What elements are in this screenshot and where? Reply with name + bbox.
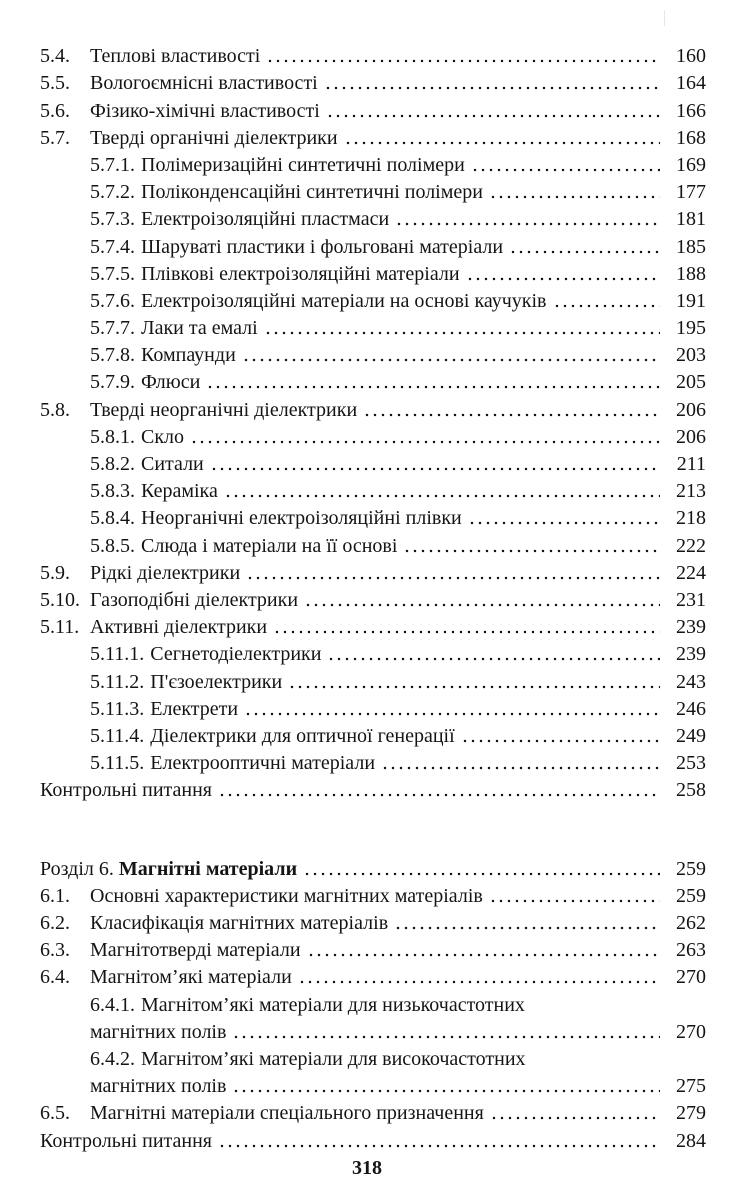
entry-number: 5.8. [40,398,70,421]
entry-title: Тверді органічні діелектрики [90,126,338,149]
page-number: 222 [676,534,706,557]
entry-title: Магнітом’які матеріали [90,966,292,989]
entry-number: 5.11.3. [90,697,145,720]
toc-entry[interactable] [40,313,706,340]
toc-entry-6-4-1-line2[interactable] [40,1017,706,1044]
chapter-6-title [40,858,297,881]
entry-number: 5.8.5. [90,534,135,557]
entry-title-line1: Магнітом’які матеріали для низькочастотних [141,993,525,1016]
leader-dots [471,168,660,172]
leader-dots [489,899,660,903]
toc-entry[interactable] [40,558,706,585]
toc-entry[interactable] [40,150,706,177]
entry-number: 5.7.6. [90,289,135,312]
leader-dots [242,358,660,362]
entry-number: 5.8.3. [90,480,135,503]
page-number: 181 [676,208,706,231]
entry-title-line1: Магнітом’які матеріали для високочастотних [141,1047,526,1070]
leader-dots [509,250,660,254]
toc-entry[interactable] [40,530,706,557]
leader-dots [232,1089,660,1093]
chapter-gap [40,802,706,826]
entry-title: Кераміка [141,480,218,503]
toc-entry[interactable] [40,95,706,122]
toc-entry[interactable] [40,748,706,775]
chapter-prefix: Розділ 6. [40,857,114,880]
entry-number: 6.1. [40,884,70,907]
toc-entry[interactable] [40,259,706,286]
leader-dots [326,114,660,118]
chapter-gap-line [40,826,706,853]
entry-title: Класифікація магнітних матеріалів [90,912,389,934]
entry-title: Контрольні питання [40,1129,213,1152]
toc-entry[interactable] [40,585,706,612]
entry-title: Флюси [141,371,201,394]
leader-dots [466,277,660,281]
entry-number: 5.7.4. [90,235,135,258]
entry-title: Теплові властивості [90,45,261,68]
toc-entry[interactable] [40,476,706,503]
toc-entry[interactable] [40,503,706,530]
page-number: 166 [676,99,706,122]
toc-entry[interactable] [40,340,706,367]
page-footer-number: 318 [352,1157,382,1179]
entry-number: 5.7.1. [90,153,135,176]
page-number: 205 [676,371,706,394]
leader-dots [288,685,660,689]
chapter-6-heading[interactable] [40,853,706,880]
entry-title: Контрольні питання [40,779,213,802]
page-number: 259 [676,857,706,880]
page-number: 218 [676,507,706,530]
leader-dots [232,1035,660,1039]
toc-entry[interactable] [40,204,706,231]
entry-title: Газоподібні діелектрики [90,588,299,611]
entry-title: Ситали [141,453,204,475]
toc-entry-6-5[interactable] [40,1098,706,1125]
toc-entry[interactable] [40,935,706,962]
entry-title: Неорганічні електроізоляційні плівки [141,507,462,530]
entry-title: Фізико-хімічні властивості [90,99,320,122]
page-number: 185 [676,235,706,258]
leader-dots [218,1144,660,1148]
leader-dots [218,793,660,797]
entry-number: 5.8.2. [90,453,135,475]
toc-entry[interactable] [40,177,706,204]
toc-entry[interactable] [40,286,706,313]
page-number: 243 [676,670,706,693]
page-number: 164 [676,72,706,95]
leader-dots [395,222,660,226]
entry-number: 5.8.4. [90,507,135,530]
entry-title: Електрооптичні матеріали [150,752,376,775]
chapter-name: Магнітні матеріали [118,857,298,880]
page-number: 239 [676,616,706,639]
entry-number: 6.5. [40,1102,70,1125]
entry-number: 5.8.1. [90,425,135,448]
entry-title: Магнітні матеріали спеціального призначення [90,1102,484,1125]
entry-title-line2: магнітних полів [90,1075,227,1098]
toc-entry-6-4-2-line1[interactable] [40,1044,706,1071]
entry-number: 6.4. [40,966,70,989]
entry-title: Електроізоляційні пластмаси [141,208,390,231]
entry-title: Компаунди [141,344,236,367]
entry-title: Шаруваті пластики і фольговані матеріали [141,235,504,258]
chapter-6-entries [40,881,706,990]
leader-dots [266,59,660,63]
toc-entry[interactable] [40,612,706,639]
entry-title: Електроізоляційні матеріали на основі каучуків [141,289,547,312]
toc-entry[interactable] [40,449,706,476]
page-number: 224 [676,561,706,584]
toc-entry[interactable] [40,231,706,258]
page-number: 213 [676,480,706,503]
entry-number: 6.3. [40,939,70,962]
leader-dots [246,576,660,580]
entry-number: 5.9. [40,561,70,584]
toc-entry[interactable] [40,908,706,935]
entry-number: 5.11.4. [90,724,145,747]
entry-number: 5.7.8. [90,344,135,367]
page-number: 246 [676,697,706,720]
entry-title: Лаки та емалі [141,317,258,340]
entry-title-line2: магнітних полів [90,1020,227,1043]
page-number: 191 [676,289,706,312]
leader-dots [490,1116,660,1120]
leader-dots [468,521,660,525]
toc-entry[interactable] [40,41,706,68]
page-number: 263 [676,939,706,962]
entry-title: Вологоємнісні властивості [90,72,318,95]
entry-number: 6.2. [40,912,70,934]
leader-dots [489,195,660,199]
toc-entry[interactable] [40,68,706,95]
table-of-contents [40,41,706,1153]
page-number: 253 [676,752,706,775]
leader-dots [304,603,660,607]
toc-entry[interactable] [40,694,706,721]
leader-dots [553,304,661,308]
leader-dots [303,872,660,876]
leader-dots [461,739,660,743]
page-number: 203 [676,344,706,367]
leader-dots [394,926,660,930]
entry-title: П'єзоелектрики [150,670,283,693]
entry-number: 5.5. [40,72,70,95]
leader-dots [264,331,660,335]
entry-title: Тверді неорганічні діелектрики [90,398,358,421]
entry-title: Скло [141,425,185,448]
entry-number: 5.7.9. [90,371,135,394]
entry-number: 5.11. [40,616,80,639]
entry-number: 5.7.7. [90,317,135,340]
page-number: 188 [676,262,706,285]
leader-dots [190,440,660,444]
leader-dots [381,766,660,770]
entry-number: 5.4. [40,45,70,68]
entry-number: 5.11.1. [90,643,145,666]
toc-entry[interactable] [40,367,706,394]
page-number: 195 [676,317,706,340]
toc-entry[interactable] [40,639,706,666]
leader-dots [327,657,660,661]
entry-number: 5.7.2. [90,181,135,204]
toc-entry-6-4-2-line2[interactable] [40,1071,706,1098]
leader-dots [363,413,660,417]
toc-entry[interactable] [40,123,706,150]
page-number: 262 [676,912,706,934]
leader-dots [298,980,660,984]
toc-entry[interactable] [40,422,706,449]
entry-title: Плівкові електроізоляційні матеріали [141,262,460,285]
section-5-entries [40,41,706,802]
entry-number: 5.7.5. [90,262,135,285]
entry-number: 5.10. [40,588,80,611]
entry-title: Магнітотверді матеріали [90,939,301,962]
page-number: 258 [676,779,706,802]
entry-title: Полімеризаційні синтетичні полімери [141,153,465,176]
toc-entry[interactable] [40,721,706,748]
page-number: 279 [676,1102,706,1125]
entry-number: 5.7.3. [90,208,135,231]
toc-entry[interactable] [40,666,706,693]
toc-entry[interactable] [40,962,706,989]
page-number: 231 [676,588,706,611]
leader-dots [273,630,660,634]
entry-title: Сегнетодіелектрики [150,643,322,666]
toc-entry[interactable] [40,775,706,802]
toc-entry[interactable] [40,881,706,908]
toc-entry-6-4-1-line1[interactable] [40,989,706,1016]
entry-title: Поліконденсаційні синтетичні полімери [141,181,483,204]
page-number: 211 [676,453,706,475]
page-number: 284 [676,1129,706,1152]
page-number: 206 [676,425,706,448]
page-number: 249 [676,724,706,747]
entry-title: Рідкі діелектрики [90,561,241,584]
entry-number: 6.4.2. [90,1047,135,1070]
page-number: 270 [676,1020,706,1043]
entry-title: Слюда і матеріали на її основі [141,534,398,557]
leader-dots [210,467,660,471]
page-number: 239 [676,643,706,666]
entry-title: Діелектрики для оптичної генерації [150,724,455,747]
entry-number: 5.6. [40,99,70,122]
toc-entry-control-questions[interactable] [40,1125,706,1152]
page-number: 275 [676,1075,706,1098]
page-number: 169 [676,153,706,176]
page-number: 177 [676,181,706,204]
page-number: 206 [676,398,706,421]
leader-dots [344,141,660,145]
entry-number: 6.4.1. [90,993,135,1016]
page-number: 270 [676,966,706,989]
entry-title: Основні характеристики магнітних матеріалів [90,884,483,907]
page-number: 160 [676,45,706,68]
page-number: 259 [676,884,706,907]
leader-dots [403,549,660,553]
entry-title: Електрети [150,697,239,720]
leader-dots [206,385,660,389]
entry-number: 5.11.2. [90,670,145,693]
leader-dots [324,86,660,90]
page-number: 168 [676,126,706,149]
entry-number: 5.7. [40,126,70,149]
entry-number: 5.11.5. [90,752,145,775]
scan-edge-mark [664,10,665,26]
toc-entry[interactable] [40,394,706,421]
leader-dots [224,494,660,498]
entry-title: Активні діелектрики [90,616,268,639]
leader-dots [244,712,660,716]
leader-dots [307,953,660,957]
